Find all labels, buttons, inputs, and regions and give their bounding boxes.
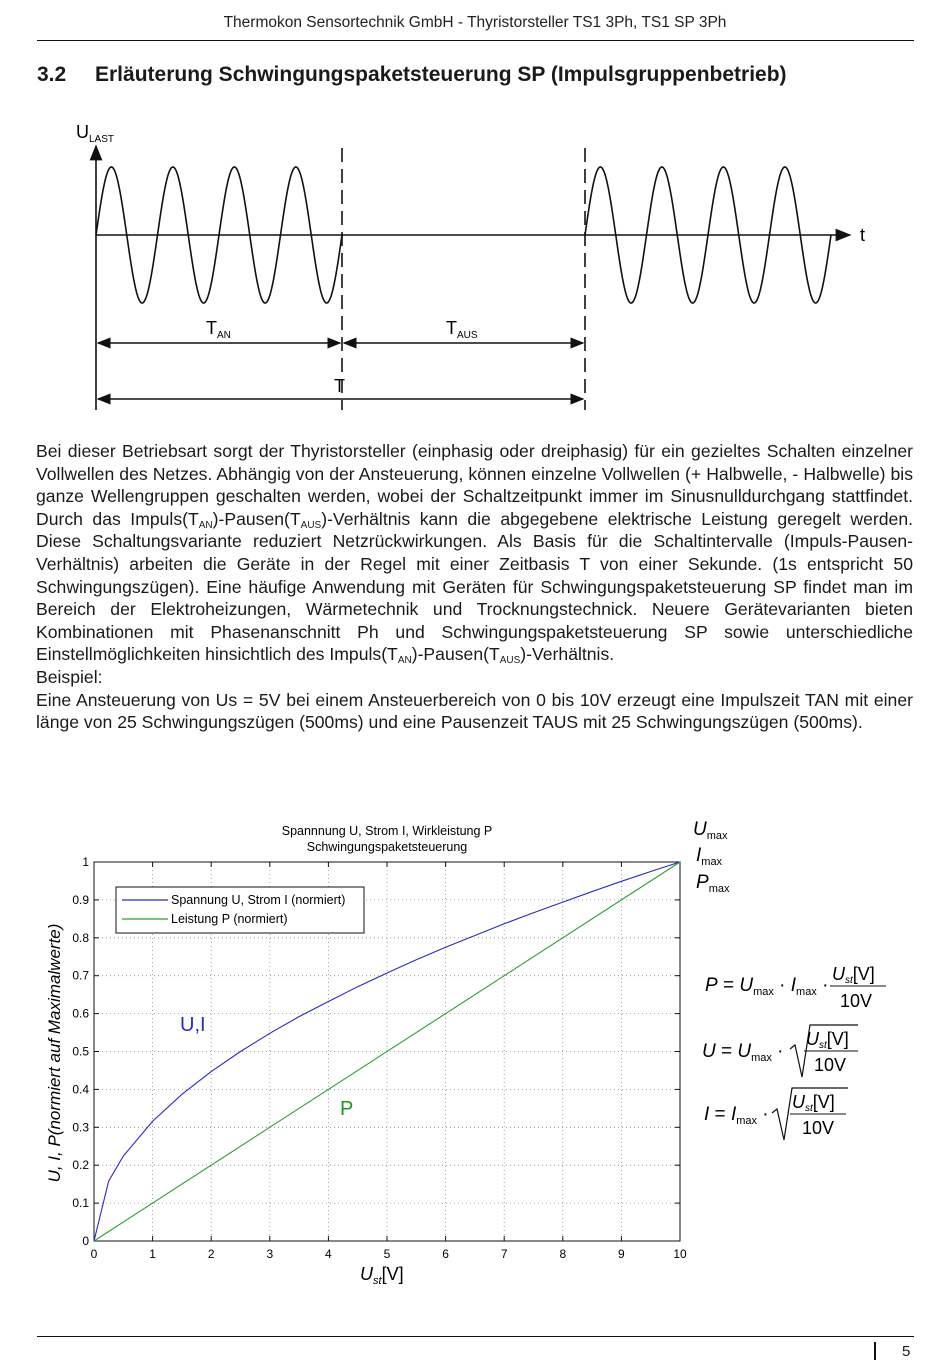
svg-text:Ust[V]: Ust[V]: [806, 1029, 849, 1051]
annotation-p: P: [340, 1098, 354, 1120]
y-tick-label: 0.1: [72, 1196, 89, 1211]
page-header: Thermokon Sensortechnik GmbH - Thyristorsteller TS1 3Ph, TS1 SP 3Ph: [223, 14, 727, 31]
svg-text:10V: 10V: [802, 1118, 835, 1138]
y-tick-label: 0.7: [72, 968, 89, 983]
line-chart: [0, 815, 700, 1295]
y-tick-label: 0.5: [72, 1044, 89, 1059]
svg-text:U = Umax ·: $U = U_{max}$ ·: [702, 1041, 784, 1064]
svg-text:10V: 10V: [814, 1055, 847, 1075]
y-tick-label: 0.3: [72, 1120, 89, 1135]
x-tick-label: 0: [90, 1247, 98, 1261]
x-tick-label: 4: [325, 1247, 332, 1261]
y-tick-label: 0.6: [72, 1006, 89, 1021]
label-t-an: $T_{AN}$: [206, 318, 231, 341]
y-tick-label: 0: [82, 1234, 89, 1248]
y-tick-label: 1: [82, 855, 89, 869]
label-t-period: T: [334, 376, 345, 396]
y-tick-label: 0.8: [72, 930, 89, 945]
chart-x-label: $U_{st}[V]$: [360, 1264, 404, 1287]
waveform-diagram: [0, 110, 950, 420]
svg-text:Ust[V]: Ust[V]: [792, 1092, 835, 1114]
chart-subtitle: Schwingungspaketsteuerung: [306, 840, 468, 854]
annotation-ui: U,I: [180, 1014, 206, 1036]
legend-label-ui: Spannung U, Strom I (normiert): [171, 893, 346, 907]
x-tick-label: 1: [149, 1247, 156, 1261]
chart-y-label: U, I, P(normiert auf Maximalwerte): [45, 923, 64, 1183]
formula-panel: [690, 815, 930, 1155]
x-tick-label: 2: [207, 1247, 215, 1261]
y-tick-label: 0.4: [72, 1082, 89, 1097]
svg-text:P = Umax · Imax ·: $P = U_{max} \cdot I_{max}$ ·: [705, 975, 829, 998]
wave-y-label: $U_{LAST}$: [76, 122, 115, 145]
paragraph-example-heading: Beispiel:: [36, 666, 103, 687]
x-tick-label: 10: [673, 1247, 687, 1261]
header-rule: [37, 40, 914, 41]
paragraph-example: Eine Ansteuerung von Us = 5V bei einem Ansteuerbereich von 0 bis 10V erzeugt eine Impulszeit TAN mit einer länge von 25 Schwingungszügen (500ms) und eine Pausenzeit TAUS mit 25 Schwingungszügen (500ms).: [36, 689, 913, 733]
svg-text:I = Imax ·: $I = I_{max}$ ·: [704, 1104, 769, 1127]
x-tick-label: 5: [383, 1247, 391, 1261]
footer-rule: [37, 1336, 914, 1337]
x-tick-label: 9: [618, 1247, 625, 1261]
label-i-max: $I_{max}$: [696, 845, 723, 868]
formula-p: [705, 964, 886, 1011]
section-title: [37, 63, 787, 87]
section-title-text: Erläuterung Schwingungspaketsteuerung SP (Impulsgruppenbetrieb): [95, 63, 787, 86]
x-tick-label: 8: [559, 1247, 567, 1261]
section-number: 3.2: [37, 63, 67, 86]
x-tick-label: 6: [442, 1247, 449, 1261]
page-number: 5: [902, 1343, 911, 1360]
paragraph-description: Bei dieser Betriebsart sorgt der Thyristorsteller (einphasig oder dreiphasig) für ein gezieltes Schalten einzelner Vollwellen des Netzes. Abhängig von der Ansteuerung, können einzelne Vollwellen (+ Halbwelle, - Halbwelle) bis ganze Wellengruppen geschalten werden, wobei der Schaltzeitpunkt immer im Sinusnulldurchgang stattfindet. Durch das $Impuls(T_{AN})-Pausen(T_{AUS})$-Verhältnis kann die abgegebene elektrische Leistung geregelt werden. Diese Schaltungsvariante reduziert Netzrückwirkungen. Als Basis für die Schaltintervalle (Impuls-Pausen-Verhältnis) arbeiten die Geräte in der Regel mit einer Zeitbasis T von einer Sekunde. (1s entspricht 50 Schwingungszügen). Eine häufige Anwendung mit Geräten für Schwingungspaketsteuerung SP findet man im Bereich der Elektroheizungen, Wärmetechnik und Trocknungstechnick. Neuere Gerätevarianten bieten Kombinationen mit Phasenanschnitt Ph und Schwingungspaketsteuerung SP sowie unterschiedliche Einstellmöglichkeiten hinsichtlich des $Impuls(T_{AN})-Pausen(T_{AUS})$-Verhältnis.: [36, 441, 914, 667]
formula-i: [704, 1088, 848, 1140]
body-text: [36, 440, 913, 734]
svg-text:Ust[V]: Ust[V]: [832, 964, 875, 986]
legend-label-p: Leistung P (normiert): [171, 912, 288, 926]
formula-u: [702, 1025, 858, 1077]
wave-x-label: t: [860, 225, 866, 245]
chart-title: Spannnung U, Strom I, Wirkleistung P: [281, 824, 493, 838]
label-t-aus: $T_{AUS}$: [446, 318, 478, 341]
y-tick-label: 0.9: [72, 892, 89, 907]
footer-bar: [874, 1342, 876, 1360]
label-p-max: $P_{max}$: [696, 872, 730, 895]
x-tick-label: 7: [500, 1247, 508, 1261]
y-tick-label: 0.2: [72, 1158, 89, 1173]
x-tick-label: 3: [266, 1247, 274, 1261]
svg-text:10V: 10V: [840, 991, 873, 1011]
label-u-max: $U_{max}$: [693, 819, 728, 842]
